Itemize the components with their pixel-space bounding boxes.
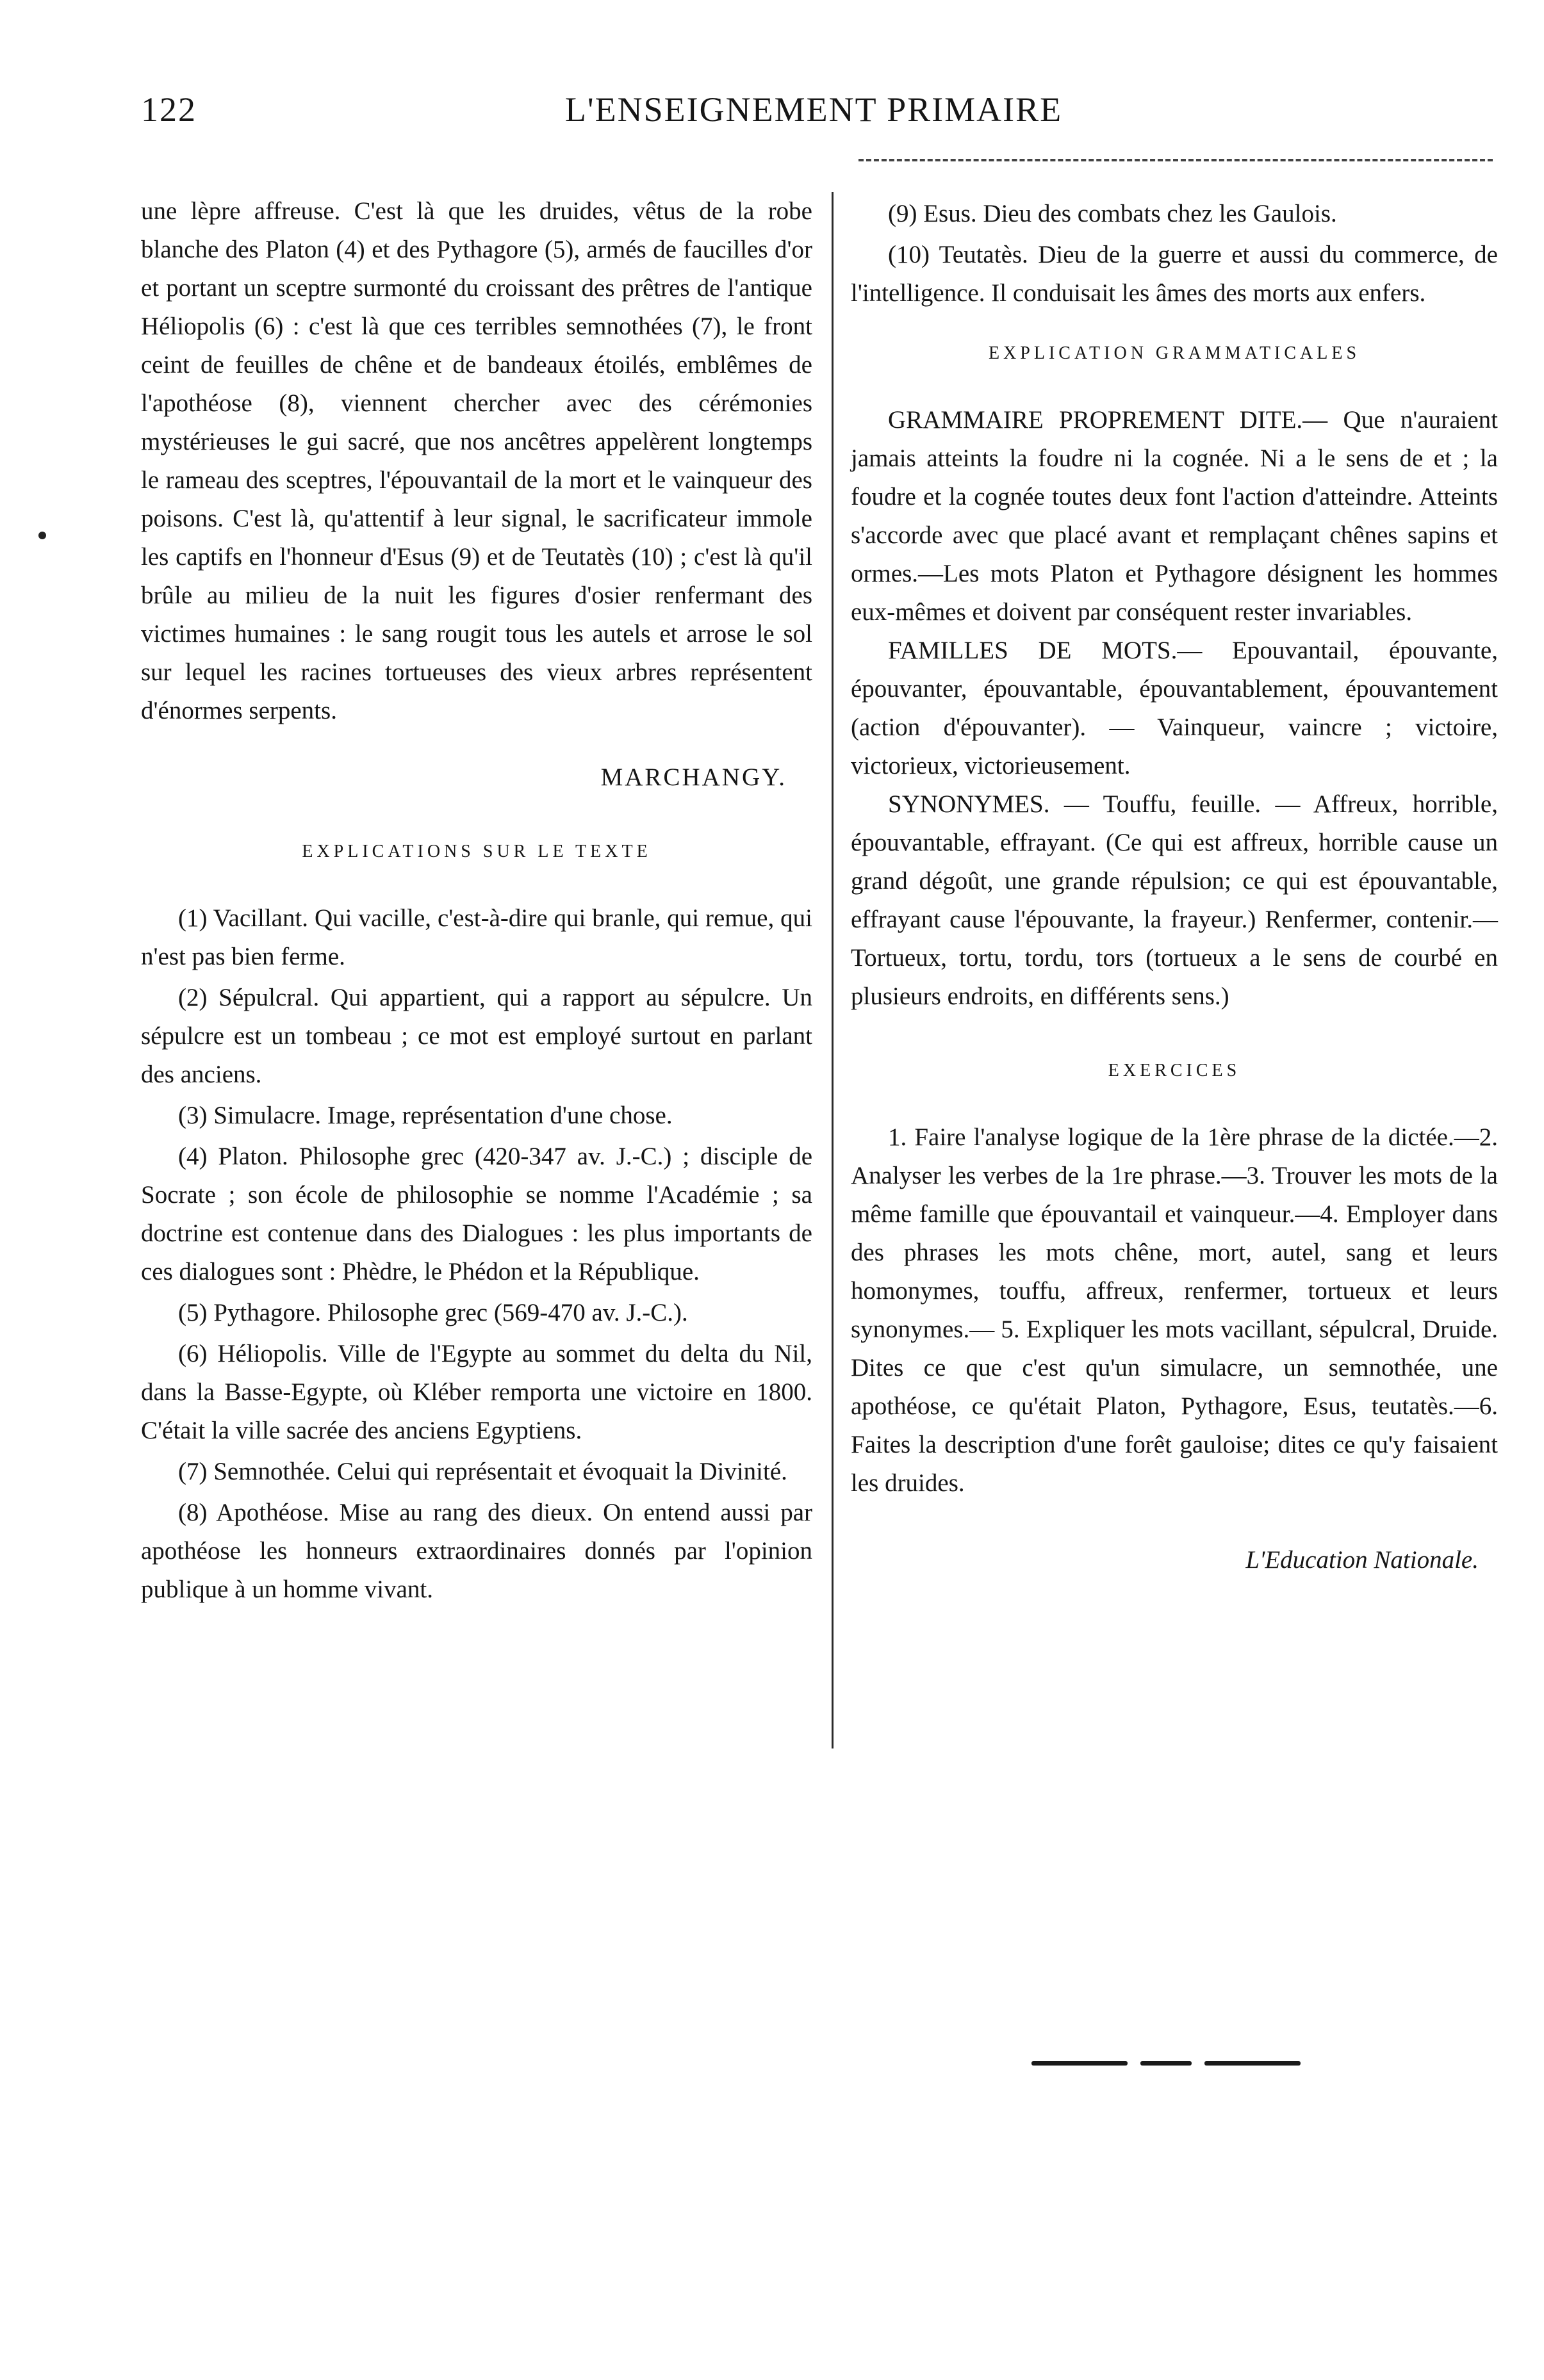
author-signature: MARCHANGY. <box>600 763 787 791</box>
dictation-text: une lèpre affreuse. C'est là que les druides, vêtus de la robe blanche des Platon (4) et des Pythagore (5), armés de faucilles d'or et portant un sceptre surmonté du croissant des prêtres de l'antique Héliopolis (6) : c'est là que ces terribles semnothées (7), le front ceint de feuilles de chêne et de bandeaux étoilés, emblêmes de l'apothéose (8), viennent chercher avec des cérémonies mystérieuses le gui sacré, que nos ancêtres appelèrent longtemps le rameau des sceptres, l'épouvantail de la mort et le vainqueur des poisons. C'est là, qu'attentif à leur signal, le sacrificateur immole les captifs en l'honneur d'Esus (9) et de Teutatès (10) ; c'est là qu'il brûle au milieu de la nuit les figures d'osier renfermant des victimes humaines : le sang rougit tous les autels et arrose le sol sur lequel les racines tortueuses des vieux arbres représentent d'énormes serpents. <box>141 197 812 724</box>
note-6: (6) Héliopolis. Ville de l'Egypte au sommet du delta du Nil, dans la Basse-Egypte, où Kléber remporta une victoire en 1800. C'était la ville sacrée des anciens Egyptiens. <box>141 1340 812 1444</box>
grammar-paragraph: GRAMMAIRE PROPREMENT DITE.— Que n'auraient jamais atteints la foudre ni la cognée. Ni a le sens de et ; la foudre et la cognée toutes deux font l'action d'atteindre. Atteints s'accorde avec que placé avant et remplaçant chênes sapins et ormes.—Les mots Platon et Pythagore désignent les hommes eux-mêmes et doivent par conséquent rester invariables. <box>851 406 1498 626</box>
end-ornament <box>1031 2057 1301 2070</box>
explications-heading: EXPLICATIONS SUR LE TEXTE <box>302 842 652 861</box>
page-number: 122 <box>141 90 197 129</box>
ornament-bar-right <box>1204 2061 1301 2066</box>
exercises-text: 1. Faire l'analyse logique de la 1ère phrase de la dictée.—2. Analyser les verbes de la 1re phrase.—3. Trouver les mots de la même famille que épouvantail et vainqueur.—4. Employer dans des phrases les mots chêne, mort, autel, sang et leurs homonymes, touffu, affreux, renfermer, tortueux et leurs synonymes.— 5. Expliquer les mots vacillant, sépulcral, Druide. Dites ce que c'est qu'un simulacre, un semnothée, une apothéose, ce qu'était Platon, Pythagore, Esus, teutatès.—6. Faites la description d'une forêt gauloise; dites ce qu'y faisaient les druides. <box>851 1123 1498 1497</box>
note-9: (9) Esus. Dieu des combats chez les Gaulois. <box>888 200 1337 227</box>
note-4: (4) Platon. Philosophe grec (420-347 av. J.-C.) ; disciple de Socrate ; son école de philosophie se nomme l'Académie ; sa doctrine est contenue dans des Dialogues : les plus importants de ces dialogues sont : Phèdre, le Phédon et la République. <box>141 1143 812 1285</box>
grammar-heading: EXPLICATION GRAMMATICALES <box>988 343 1361 363</box>
exercises-heading: EXERCICES <box>1108 1061 1241 1080</box>
left-column <box>141 192 812 1611</box>
word-families-paragraph: FAMILLES DE MOTS.— Epouvantail, épouvante, épouvanter, épouvantable, épouvantablement, épouvantement (action d'épouvanter). — Vainqueur, vaincre ; victoire, victorieux, victorieusement. <box>851 637 1498 779</box>
note-3: (3) Simulacre. Image, représentation d'une chose. <box>178 1102 673 1129</box>
column-divider <box>832 192 834 1748</box>
margin-dot <box>38 532 46 539</box>
ornament-bar-left <box>1031 2061 1128 2066</box>
source-credit: L'Education Nationale. <box>1245 1546 1479 1574</box>
note-7: (7) Semnothée. Celui qui représentait et évoquait la Divinité. <box>178 1458 787 1485</box>
top-rule <box>858 159 1493 161</box>
synonyms-paragraph: SYNONYMES. — Touffu, feuille. — Affreux, horrible, épouvantable, effrayant. (Ce qui est affreux, horrible cause un grand dégoût, une grande répulsion; ce qui est épouvantable, effrayant cause l'épouvante, la frayeur.) Renfermer, contenir.—Tortueux, tortu, tordu, tors (tortueux a le sens de courbé en plusieurs endroits, en différents sens.) <box>851 790 1498 1010</box>
note-1: (1) Vacillant. Qui vacille, c'est-à-dire qui branle, qui remue, qui n'est pas bien ferme. <box>141 904 812 970</box>
note-5: (5) Pythagore. Philosophe grec (569-470 av. J.-C.). <box>178 1299 688 1326</box>
running-title: L'ENSEIGNEMENT PRIMAIRE <box>564 90 1063 129</box>
ornament-bar-middle <box>1140 2061 1192 2066</box>
page-header <box>141 90 1486 141</box>
note-8: (8) Apothéose. Mise au rang des dieux. On entend aussi par apothéose les honneurs extraordinaires donnés par l'opinion publique à un homme vivant. <box>141 1499 812 1603</box>
note-10: (10) Teutatès. Dieu de la guerre et aussi du commerce, de l'intelligence. Il conduisait les âmes des morts aux enfers. <box>851 241 1498 307</box>
note-2: (2) Sépulcral. Qui appartient, qui a rapport au sépulcre. Un sépulcre est un tombeau ; ce mot est employé surtout en parlant des anciens. <box>141 984 812 1088</box>
right-column <box>851 192 1498 1579</box>
